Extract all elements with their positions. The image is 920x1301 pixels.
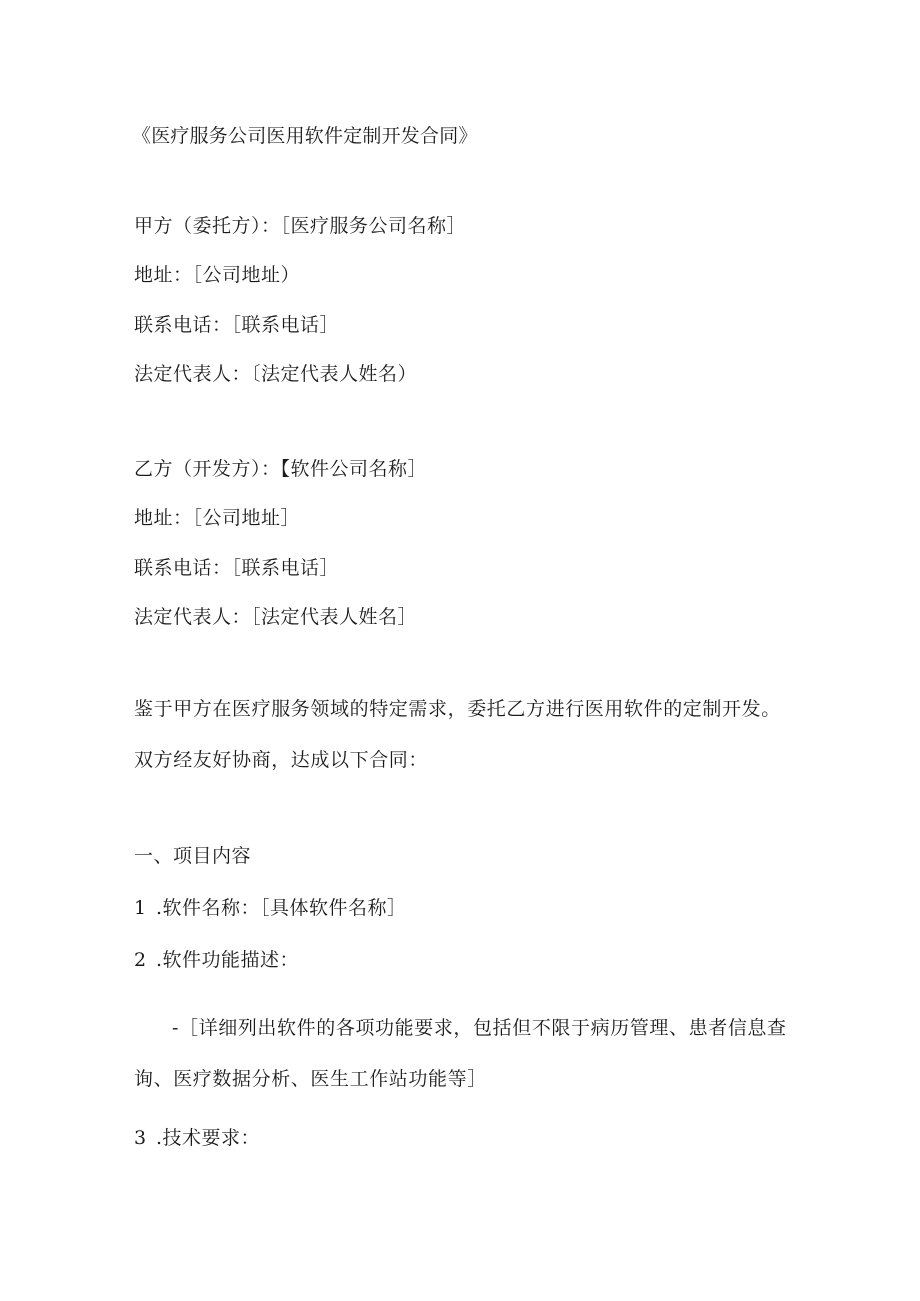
party-b-representative: 法定代表人：［法定代表人姓名］ [134, 606, 418, 628]
list-item-text: .软件名称：［具体软件名称］ [156, 897, 407, 919]
contract-title: 《医疗服务公司医用软件定制开发合同》 [132, 125, 478, 147]
party-a-address: 地址：［公司地址） [134, 264, 301, 286]
preamble-paragraph: 鉴于甲方在医疗服务领域的特定需求，委托乙方进行医用软件的定制开发。双方经友好协商，达成以下合同： [134, 698, 781, 771]
party-b-label: 乙方（开发方）：【软件公司名称］ [134, 458, 428, 480]
list-item-number: 2 [134, 949, 147, 971]
list-item-text: .技术要求： [156, 1127, 261, 1149]
party-b-phone: 联系电话：［联系电话］ [134, 557, 340, 579]
party-a-representative: 法定代表人：〔法定代表人姓名） [134, 363, 418, 385]
party-b-address: 地址：［公司地址］ [134, 507, 301, 529]
section-1-heading: 一、项目内容 [134, 845, 252, 867]
function-detail-paragraph: -［详细列出软件的各项功能要求，包括但不限于病历管理、患者信息查询、医疗数据分析、医生工作站功能等］ [134, 1017, 787, 1090]
list-item-function-description [134, 948, 299, 972]
party-a-phone: 联系电话：［联系电话］ [134, 314, 340, 336]
list-item-text: .软件功能描述： [156, 949, 300, 971]
list-item-number: 3 [134, 1127, 147, 1149]
party-a-label: 甲方（委托方）：［医疗服务公司名称］ [134, 215, 467, 237]
list-item-number: 1 [134, 897, 147, 919]
list-item-software-name [134, 896, 407, 920]
list-item-technical-requirements [134, 1126, 260, 1150]
